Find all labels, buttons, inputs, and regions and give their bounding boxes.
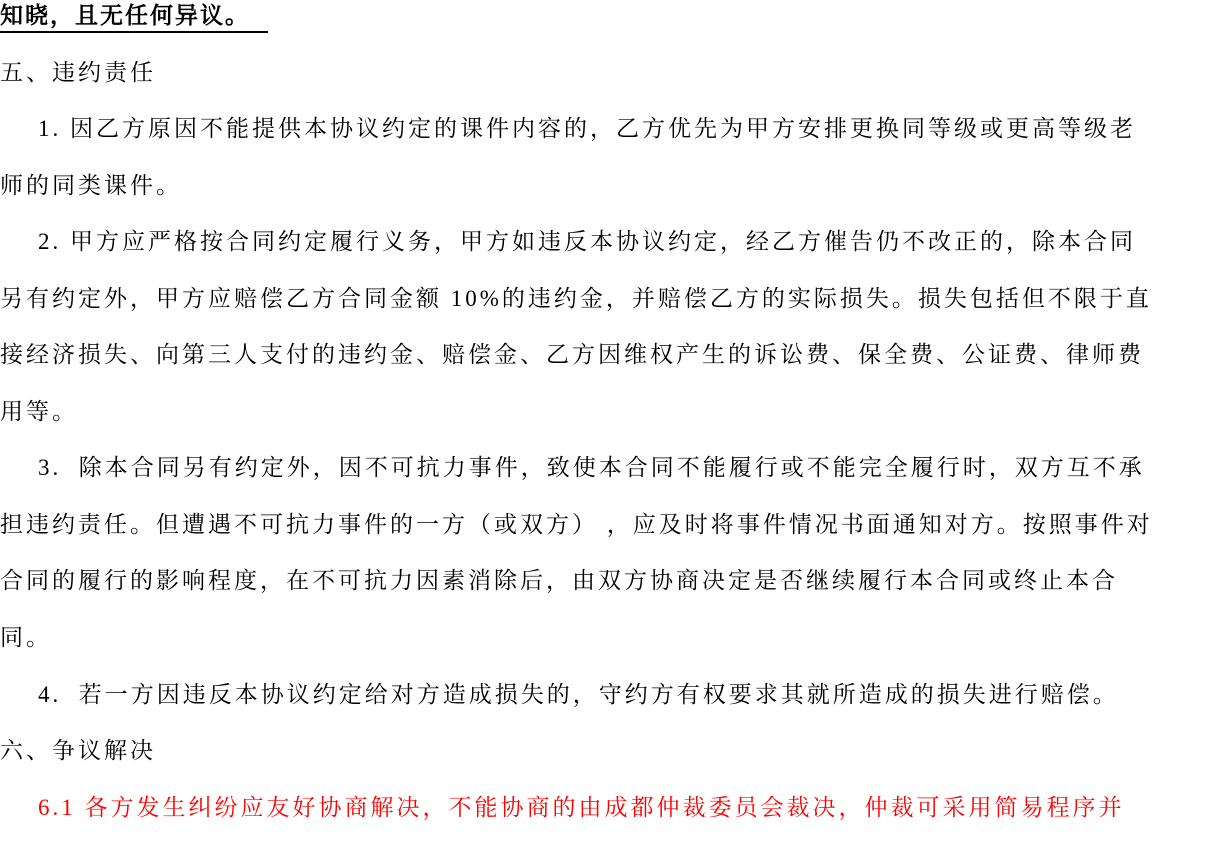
clause-5-3-line-2: 担违约责任。但遭遇不可抗力事件的一方（或双方） ，应及时将事件情况书面通知对方。按照事件对 [0,511,1153,537]
underlined-bold-text: 知晓，且无任何异议。 [0,2,268,33]
clause-acknowledgement-carryover [0,2,1180,59]
clause-5-2-line-3: 接经济损失、向第三人支付的违约金、赔偿金、乙方因维权产生的诉讼费、保全费、公证费、律师费 [0,342,1144,368]
document-text-block [0,2,1180,850]
clause-5-4-line-1: 4. 若一方因违反本协议约定给对方造成损失的，守约方有权要求其就所造成的损失进行赔偿。 [38,681,1119,707]
clause-5-3-line-4: 同。 [0,625,52,651]
clause-5-1-line-1: 1. 因乙方原因不能提供本协议约定的课件内容的，乙方优先为甲方安排更换同等级或更高等级老 [38,116,1136,142]
clause-5-2-line-1: 2. 甲方应严格按合同约定履行义务，甲方如违反本协议约定，经乙方催告仍不改正的，除本合同 [38,229,1136,255]
clause-5-2-line-2: 另有约定外，甲方应赔偿乙方合同金额 10%的违约金，并赔偿乙方的实际损失。损失包括但不限于直 [0,285,1152,311]
heading-section-6-dispute-resolution: 六、争议解决 [0,738,156,764]
clause-5-3-line-3: 合同的履行的影响程度，在不可抗力因素消除后，由双方协商决定是否继续履行本合同或终止本合 [0,568,1118,594]
clause-5-1-line-2: 师的同类课件。 [0,172,182,198]
clause-5-3-line-1: 3. 除本合同另有约定外，因不可抗力事件，致使本合同不能履行或不能完全履行时，双方互不承 [38,455,1145,481]
clause-5-2-line-4: 用等。 [0,398,78,424]
heading-section-5-breach-liability: 五、违约责任 [0,59,156,85]
clause-6-1-line-1: 6.1 各方发生纠纷应友好协商解决，不能协商的由成都仲裁委员会裁决，仲裁可采用简易程序并 [38,794,1125,820]
